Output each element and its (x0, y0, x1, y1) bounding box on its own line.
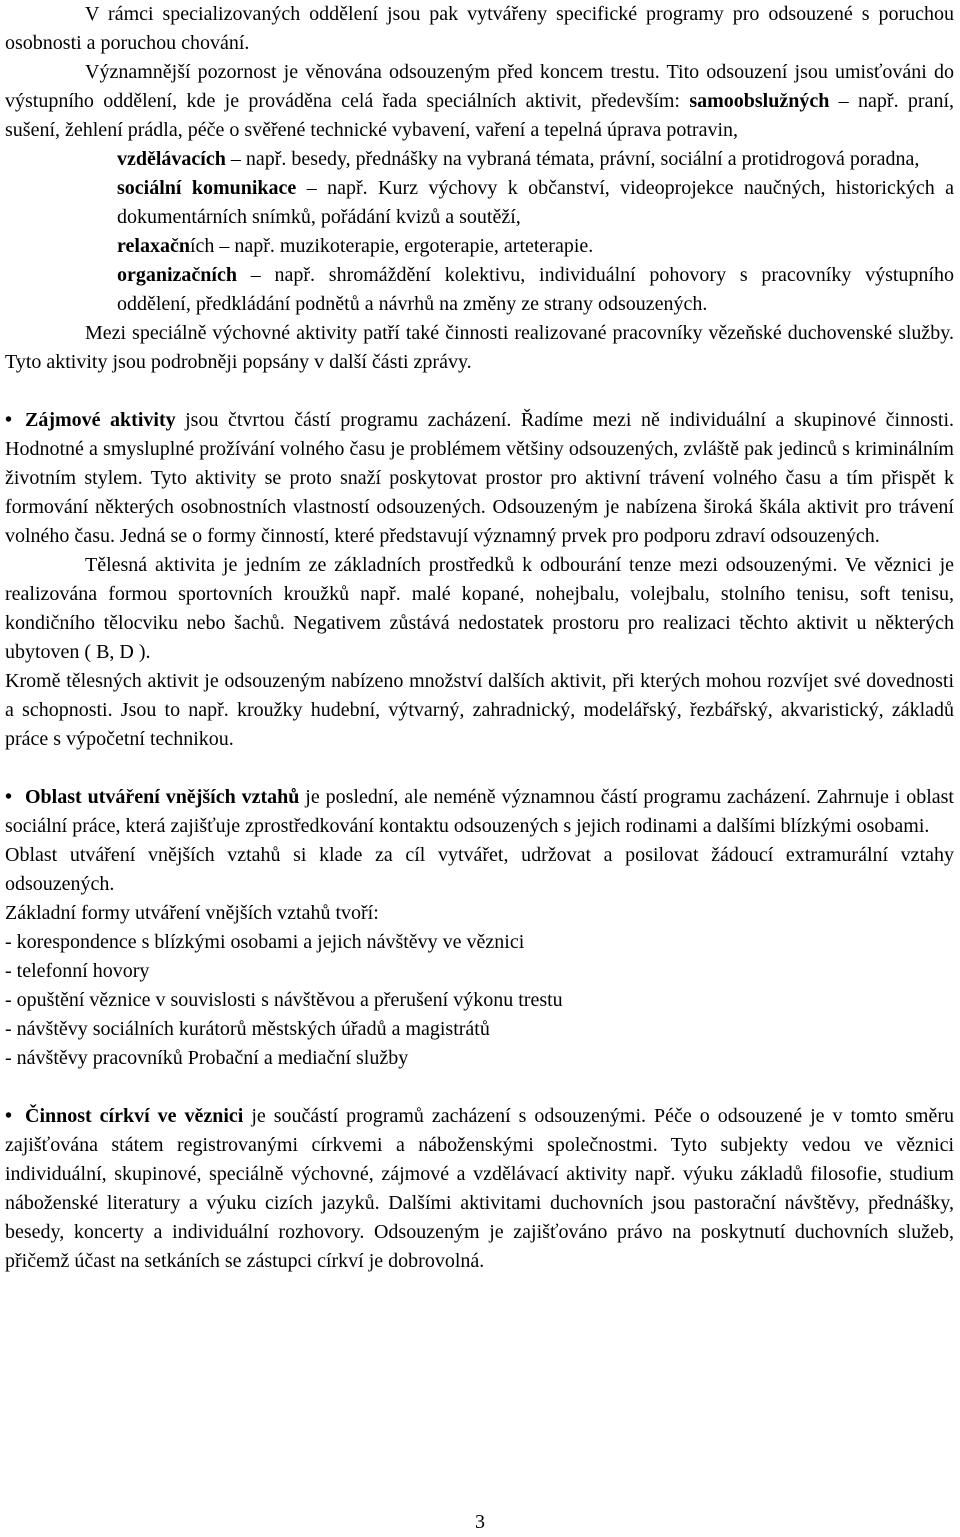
spacer (5, 754, 954, 783)
vztahy-paragraph-3: Základní formy utváření vnějších vztahů tvoří: (5, 902, 379, 924)
list-item: - telefonní hovory (5, 960, 150, 982)
intro-paragraph-2: Významnější pozornost je věnována odsouzeným před koncem trestu. Tito odsouzení jsou umisťováni do výstupního oddělení, kde je prováděna celá řada speciálních aktivit, především: samoobslužných – např. praní, sušení, žehlení prádla, péče o svěřené technické vybavení, vaření a tepelná úprava potravin, (5, 61, 955, 141)
activity-item-vzdelavaci: vzdělávacích – např. besedy, přednášky na vybraná témata, právní, sociální a protidrogová poradna, (117, 148, 920, 170)
spacer (5, 1073, 954, 1102)
activity-item-socialni: sociální komunikace – např. Kurz výchovy k občanství, videoprojekce naučných, historických a dokumentárních snímků, pořádání kvizů a soutěží, (117, 177, 955, 228)
section-title: Oblast utváření vnějších vztahů (25, 786, 300, 808)
zajmove-paragraph-2: Tělesná aktivita je jedním ze základních prostředků k odbourání tenze mezi odsouzenými. Ve věznici je realizována formou sportovních kroužků např. malé kopané, nohejbalu, volejbalu, stolního tenisu, soft tenisu, kondičního tělocviku nebo šachů. Negativem zůstává nedostatek prostoru pro realizaci těchto aktivit u některých ubytoven ( B, D ). (5, 554, 954, 663)
activity-term: sociální komunikace (117, 177, 297, 199)
vztahy-paragraph-2: Oblast utváření vnějších vztahů si klade za cíl vytvářet, udržovat a posilovat žádoucí extramurální vztahy odsouzených. (5, 844, 954, 895)
section-cirkve: • Činnost církví ve věznici je součástí programů zacházení s odsouzenými. Péče o odsouzené je v tomto směru zajišťována státem registrovanými církvemi a náboženskými společnostmi. Tyto subjekty vedou ve věznici individuální, skupinové, speciálně výchovné, zájmové a vzdělávací aktivity např. výuku základů filosofie, studium náboženské literatury a výuku cizích jazyků. Dalšími aktivitami duchovních jsou pastorační návštěvy, přednášky, besedy, koncerty a individuální rozhovory. Odsouzeným je zajišťováno právo na poskytnutí duchovních služeb, přičemž účast na setkáních se zástupci církví je dobrovolná. (5, 1102, 954, 1276)
section-title: Zájmové aktivity (25, 409, 176, 431)
list-item: - opuštění věznice v souvislosti s návštěvou a přerušení výkonu trestu (5, 989, 563, 1011)
section-title: Činnost církví ve věznici (25, 1105, 244, 1127)
intro-paragraph-1: V rámci specializovaných oddělení jsou pak vytvářeny specifické programy pro odsouzené s poruchou osobnosti a poruchou chování. (5, 3, 954, 54)
activity-term: relaxačn (117, 235, 190, 257)
page-number: 3 (475, 1511, 485, 1533)
activity-term: organizačních (117, 264, 237, 286)
spiritual-note: Mezi speciálně výchovné aktivity patří také činnosti realizované pracovníky vězeňské duchovenské služby. Tyto aktivity jsou podrobněji popsány v další části zprávy. (5, 322, 954, 373)
zajmove-paragraph-3: Kromě tělesných aktivit je odsouzeným nabízeno množství dalších aktivit, při kterých mohou rozvíjet své dovednosti a schopnosti. Jsou to např. kroužky hudební, výtvarný, zahradnický, modelářský, řezbářský, akvaristický, základů práce s výpočetní technikou. (5, 670, 954, 750)
activity-item-organizacni: organizačních – např. shromáždění kolektivu, individuální pohovory s pracovníky výstupního oddělení, předkládání podnětů a návrhů na změny ze strany odsouzených. (117, 264, 954, 315)
bullet-icon: • (5, 786, 13, 808)
bullet-icon: • (5, 409, 13, 431)
list-item: - návštěvy pracovníků Probační a mediační služby (5, 1047, 409, 1069)
list-item: - návštěvy sociálních kurátorů městských úřadů a magistrátů (5, 1018, 490, 1040)
activity-item-relaxacni: relaxačních – např. muzikoterapie, ergoterapie, arteterapie. (117, 235, 594, 257)
spacer (5, 377, 954, 406)
activity-term: samoobslužných (689, 90, 830, 112)
bullet-icon: • (5, 1105, 13, 1127)
activity-term: vzdělávacích (117, 148, 226, 170)
list-item: - korespondence s blízkými osobami a jejich návštěvy ve věznici (5, 931, 525, 953)
section-zajmove-aktivity: • Zájmové aktivity jsou čtvrtou částí programu zacházení. Řadíme mezi ně individuální a skupinové činnosti. Hodnotné a smysluplné prožívání volného času je problémem většiny odsouzených, zvláště pak jedinců s kriminálním životním stylem. Tyto aktivity se proto snaží poskytovat prostor pro aktivní trávení volného času a tím přispět k formování některých osobnostních vlastností odsouzených. Odsouzeným je nabízena široká škála aktivit pro trávení volného času. Jedná se o formy činností, které představují významný prvek pro podporu zdraví odsouzených. (5, 406, 954, 551)
section-vnejsi-vztahy: • Oblast utváření vnějších vztahů je poslední, ale neméně významnou částí programu zacházení. Zahrnuje i oblast sociální práce, která zajišťuje zprostředkování kontaktu odsouzených s jejich rodinami a dalšími blízkými osobami. (5, 783, 954, 841)
